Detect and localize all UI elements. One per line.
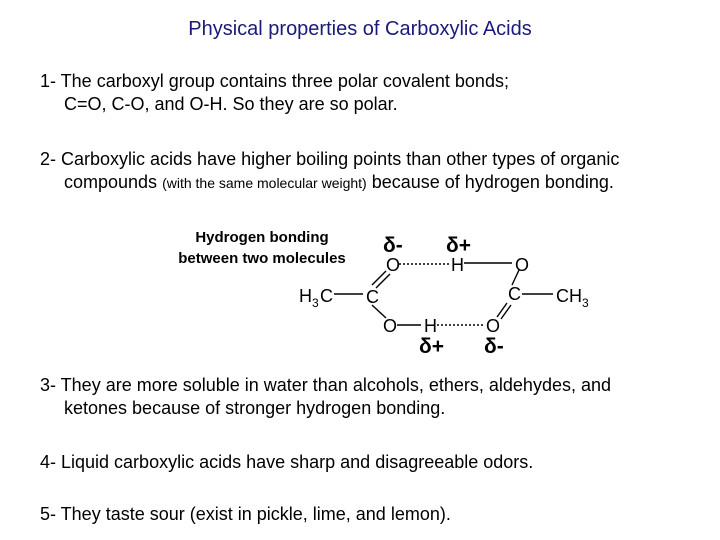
delta-plus-bottom: δ+ xyxy=(419,335,444,358)
atom-o-top-left: O xyxy=(386,255,401,275)
bond-c-o-left xyxy=(372,305,386,318)
atom-o-bottom-right: O xyxy=(486,316,501,336)
point-1-line-1: 1- The carboxyl group contains three polar covalent bonds; xyxy=(40,71,509,91)
double-bond-c-o-right-b xyxy=(501,305,511,319)
methyl-c-left: C xyxy=(320,286,333,306)
hydrogen-bond-lines xyxy=(399,264,485,325)
point-1-line-2: C=O, C-O, and O-H. So they are so polar. xyxy=(64,94,398,114)
point-3-line-1: 3- They are more soluble in water than alcohols, ethers, aldehydes, and xyxy=(40,375,611,395)
point-4 xyxy=(40,451,533,474)
point-5-line-1: 5- They taste sour (exist in pickle, lime, and lemon). xyxy=(40,504,451,524)
double-bond-c-o-right-a xyxy=(497,303,507,317)
methyl-subscript-left: 3 xyxy=(312,296,319,310)
point-2-compounds: compounds xyxy=(64,172,158,192)
methyl-subscript-right: 3 xyxy=(582,296,589,310)
point-3 xyxy=(40,374,611,420)
double-bond-c-o-left-a xyxy=(372,271,386,285)
diagram-caption-line-1: Hydrogen bonding xyxy=(195,229,329,246)
double-bond-c-o-left-b xyxy=(376,274,390,288)
point-2-line-1: 2- Carboxylic acids have higher boiling points than other types of organic xyxy=(40,149,620,169)
atom-o-top-right: O xyxy=(515,255,530,275)
atom-h-bottom: H xyxy=(424,316,437,336)
delta-minus-bottom: δ- xyxy=(484,335,504,358)
methyl-h-left: H xyxy=(299,286,312,306)
page-title: Physical properties of Carboxylic Acids xyxy=(188,18,532,40)
point-2-parenthetical: (with the same molecular weight) xyxy=(162,175,367,191)
point-2-reason: because of hydrogen bonding. xyxy=(371,172,614,192)
atom-h-top: H xyxy=(451,255,464,275)
atom-o-bottom-left: O xyxy=(383,316,398,336)
point-3-line-2: ketones because of stronger hydrogen bonding. xyxy=(64,398,446,418)
point-4-line-1: 4- Liquid carboxylic acids have sharp and disagreeable odors. xyxy=(40,452,534,472)
atom-c-left: C xyxy=(366,287,379,307)
methyl-right: CH xyxy=(556,286,582,306)
diagram-caption-line-2: between two molecules xyxy=(178,250,346,267)
atom-c-right: C xyxy=(508,284,521,304)
delta-plus-top: δ+ xyxy=(446,234,471,257)
delta-minus-top: δ- xyxy=(383,234,403,257)
point-5 xyxy=(40,503,451,526)
